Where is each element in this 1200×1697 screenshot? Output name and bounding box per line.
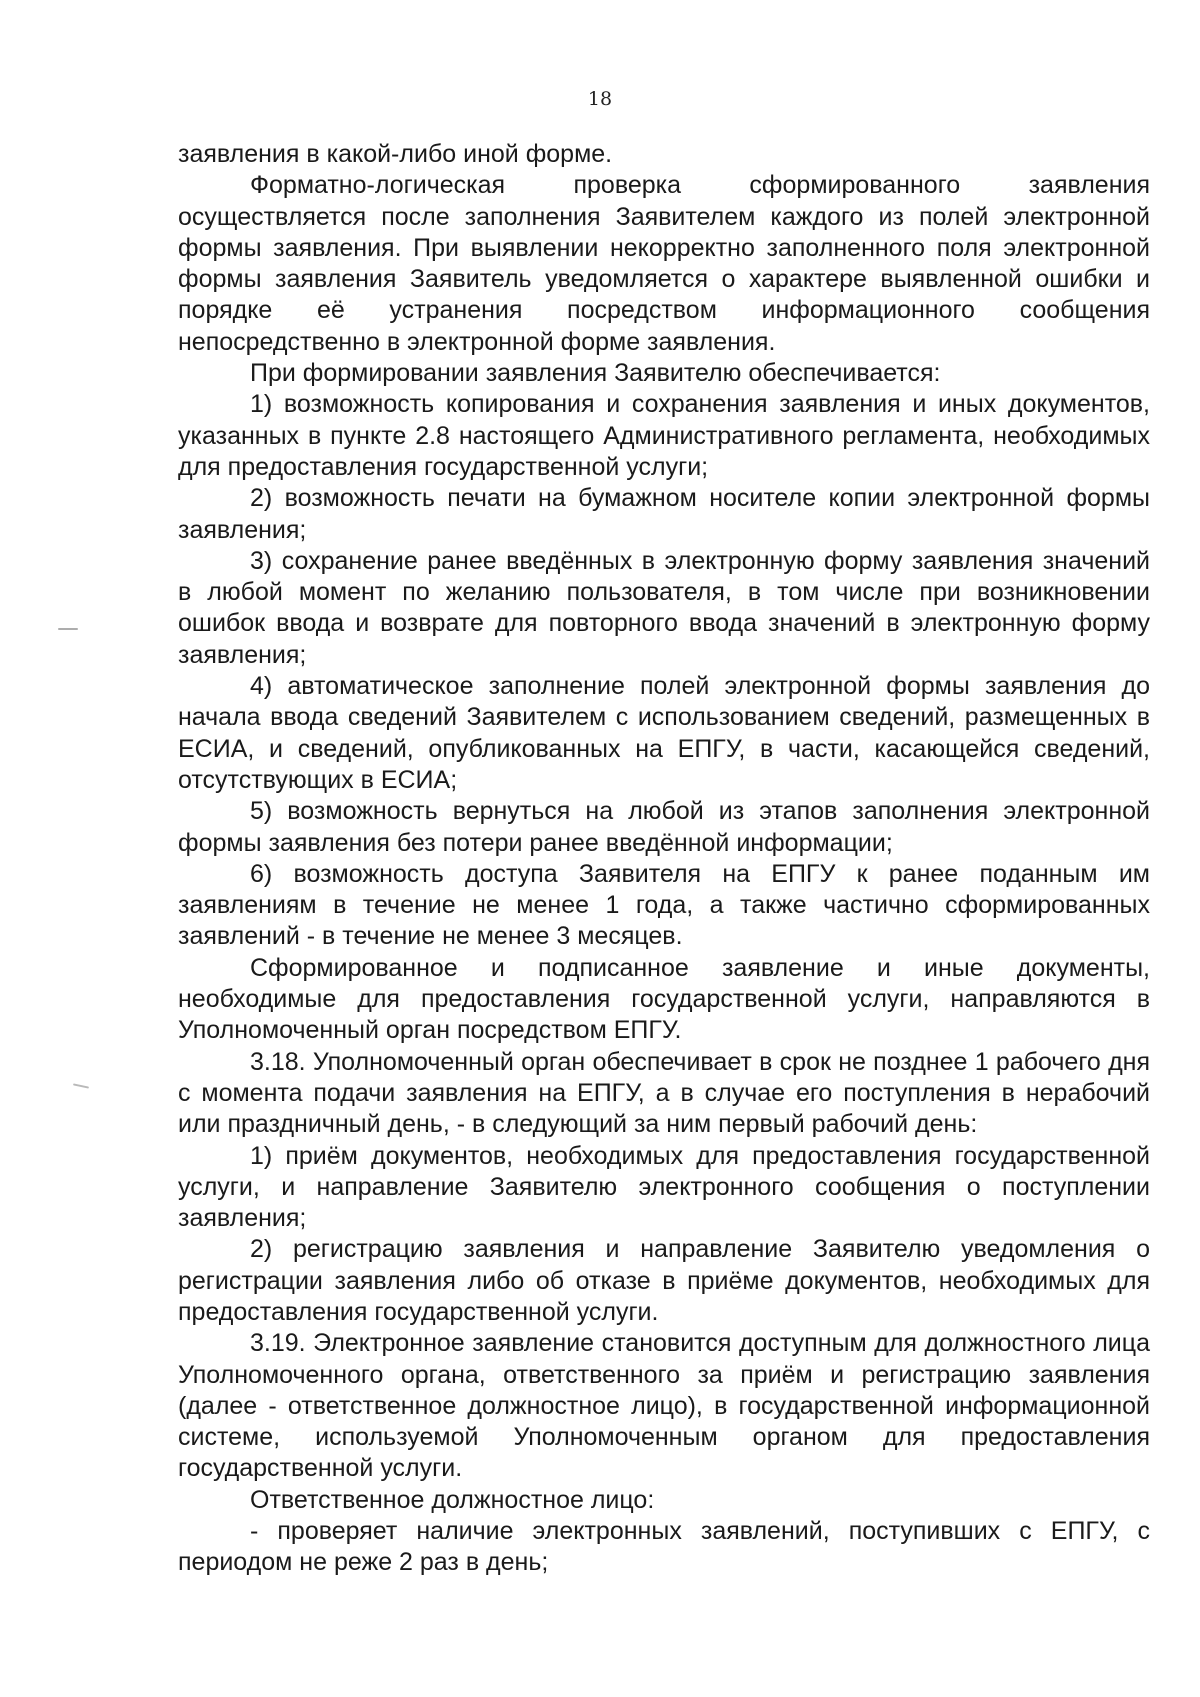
paragraph-continuation: заявления в какой-либо иной форме. bbox=[178, 140, 613, 168]
paragraph-format-check: Форматно-логическая проверка сформированного заявления осуществляется после заполнения Заявителем каждого из полей электронной формы заявления. При выявлении некорректно заполненного поля электронной формы заявления Заявитель уведомляется о характере выявленной ошибки и порядке её устранения посредством информационного сообщения непосредственно в электронной форме заявления. bbox=[178, 171, 1150, 356]
list-item-5: 5) возможность вернуться на любой из этапов заполнения электронной формы заявления без потери ранее введённой информации; bbox=[178, 797, 1150, 857]
scan-artifact bbox=[73, 1083, 89, 1088]
list-item-3-18-2: 2) регистрацию заявления и направление Заявителю уведомления о регистрации заявления либо об отказе в приёме документов, необходимых для предоставления государственной услуги. bbox=[178, 1235, 1150, 1326]
paragraph-provisions-intro: При формировании заявления Заявителю обеспечивается: bbox=[250, 359, 941, 388]
list-item-3-18-1: 1) приём документов, необходимых для предоставления государственной услуги, и направление Заявителю электронного сообщения о поступлении заявления; bbox=[178, 1141, 1150, 1233]
paragraph-official-intro: Ответственное должностное лицо: bbox=[250, 1485, 655, 1514]
list-item-6: 6) возможность доступа Заявителя на ЕПГУ к ранее поданным им заявлениям в течение не менее 1 года, а также частично сформированных заявлений - в течение не менее 3 месяцев. bbox=[178, 859, 1150, 951]
paragraph-3-18: 3.18. Уполномоченный орган обеспечивает в срок не позднее 1 рабочего дня с момента подачи заявления на ЕПГУ, а в случае его поступления в нерабочий или праздничный день, - в следующий за ним первый рабочий день: bbox=[178, 1047, 1150, 1139]
list-item-1: 1) возможность копирования и сохранения заявления и иных документов, указанных в пункте 2.8 настоящего Административного регламента, необходимых для предоставления государственной услуги; bbox=[178, 390, 1150, 481]
paragraph-3-19: 3.19. Электронное заявление становится доступным для должностного лица Уполномоченного органа, ответственного за приём и регистрацию заявления (далее - ответственное должностное лицо), в государственной информационной системе, используемой Уполномоченным органом для предоставления государственной услуги. bbox=[178, 1329, 1150, 1483]
list-item-official-check: - проверяет наличие электронных заявлений, поступивших с ЕПГУ, с периодом не реже 2 раз в день; bbox=[178, 1517, 1150, 1577]
page-number: 18 bbox=[587, 88, 613, 110]
list-item-3: 3) сохранение ранее введённых в электронную форму заявления значений в любой момент по желанию пользователя, в том числе при возникновении ошибок ввода и возврате для повторного ввода значений в электронную форму заявления; bbox=[178, 546, 1150, 669]
scan-artifact bbox=[58, 628, 78, 630]
list-item-4: 4) автоматическое заполнение полей электронной формы заявления до начала ввода сведений Заявителем с использованием сведений, размещенных в ЕСИА, и сведений, опубликованных на ЕПГУ, в части, касающейся сведений, отсутствующих в ЕСИА; bbox=[178, 672, 1150, 794]
list-item-2: 2) возможность печати на бумажном носителе копии электронной формы заявления; bbox=[178, 484, 1150, 544]
paragraph-submission: Сформированное и подписанное заявление и иные документы, необходимые для предоставления государственной услуги, направляются в Уполномоченный орган посредством ЕПГУ. bbox=[178, 953, 1150, 1045]
body-text bbox=[178, 139, 1150, 1579]
